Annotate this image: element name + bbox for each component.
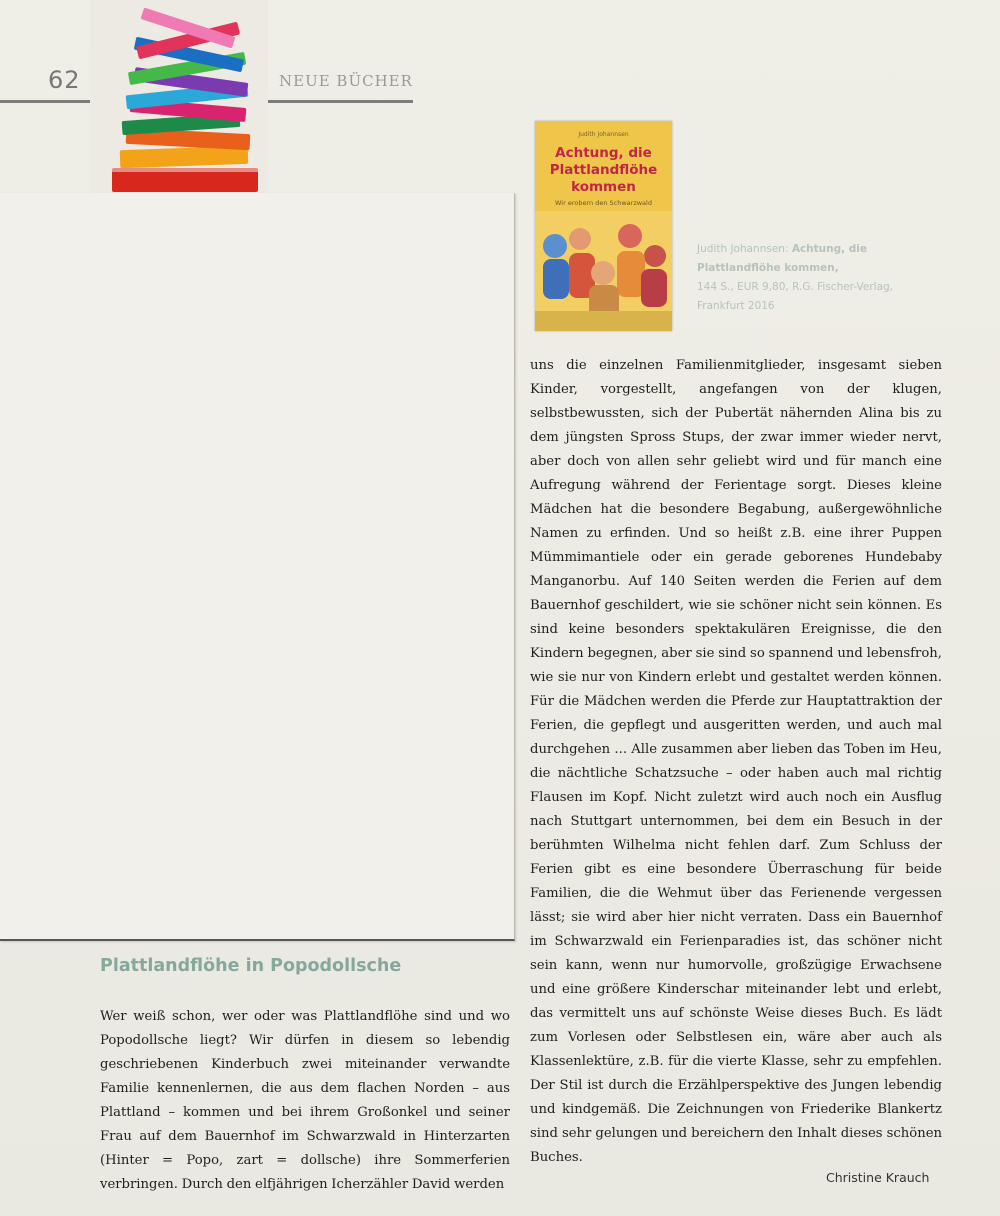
cover-title: Achtung, die Plattlandflöhe kommen	[549, 145, 658, 195]
header-rule-right	[268, 100, 413, 103]
book-stack-logo	[90, 0, 268, 194]
cover-author: Judith Johannsen	[578, 131, 629, 138]
book-stack-icon	[90, 0, 268, 194]
article-column-right	[530, 354, 942, 1170]
cover-illustration	[535, 211, 672, 331]
author-signature: Christine Krauch	[826, 1170, 930, 1185]
caption-title: Achtung, die Plattlandflöhe kommen,	[697, 243, 868, 274]
book-cover	[535, 121, 672, 331]
blank-paper-overlay	[0, 193, 515, 941]
caption-author: Judith Johannsen:	[697, 243, 792, 255]
article-text-right: uns die einzelnen Familienmitglieder, insgesamt sieben Kinder, vorgestellt, angefangen von der klugen, selbstbewussten, sich der Pubertät nähernden Alina bis zu dem jüngsten Spross Stups, der zwar immer wieder nervt, aber doch von allen sehr geliebt wird und für manch eine Aufregung während der Ferientage sorgt. Dieses kleine Mädchen hat die besondere Begabung, außergewöhnliche Namen zu erfinden. Und so heißt z.B. eine ihrer Puppen Mümmimantiele oder ein gerade geborenes Hundebaby Manganorbu. Auf 140 Seiten werden die Ferien auf dem Bauernhof geschildert, wie sie schöner nicht sein können. Es sind keine besonders spektakulären Ereignisse, die den Kindern begegnen, aber sie sind so spannend und lebensfroh, wie sie nur von Kindern erlebt und gestaltet werden können. Für die Mädchen werden die Pferde zur Hauptattraktion der Ferien, die gepflegt und ausgeritten werden, und auch mal durchgehen ... Alle zusammen aber lieben das Toben im Heu, die nächtliche Schatzsuche – oder haben auch mal richtig Flausen im Kopf. Nicht zuletzt wird auch noch ein Ausflug nach Stuttgart unternommen, bei dem ein Besuch in der berühmten Wilhelma nicht fehlen darf. Zum Schluss der Ferien gibt es eine besondere Überraschung für beide Familien, die die Wehmut über das Ferienende vergessen lässt; sie wird aber hier nicht verraten. Dass ein Bauernhof im Schwarzwald ein Ferienparadies ist, das schöner nicht sein kann, wenn nur humorvolle, großzügige Erwachsene und eine größere Kinderschar miteinander lebt und erlebt, das vermittelt uns auf schönste Weise dieses Buch. Es lädt zum Vorlesen oder Selbstlesen ein, wäre aber auch als Klassenlektüre, z.B. für die vierte Klasse, sehr zu empfehlen. Der Stil ist durch die Erzählperspektive des Jungen lebendig und kindgemäß. Die Zeichnungen von Friederike Blankertz sind sehr gelungen und bereichern den Inhalt dieses schönen Buches.	[530, 358, 942, 1165]
cover-subtitle: Wir erobern den Schwarzwald	[555, 199, 652, 207]
caption-details: 144 S., EUR 9,80, R.G. Fischer-Verlag, Frankfurt 2016	[697, 281, 894, 312]
book-caption	[697, 240, 937, 316]
section-label: NEUE BÜCHER	[279, 72, 413, 90]
article-text-left: Wer weiß schon, wer oder was Plattlandflöhe sind und wo Popodollsche liegt? Wir dürfen in diesem so lebendig geschriebenen Kinderbuch zwei miteinander verwandte Familie kennenlernen, die aus dem flachen Norden – aus Plattland – kommen und bei ihrem Großonkel und seiner Frau auf dem Bauernhof im Schwarzwald in Hinterzarten (Hinter = Popo, zart = dollsche) ihre Sommerferien verbringen. Durch den elfjährigen Icherzähler David werden	[100, 1009, 510, 1192]
article-heading: Plattlandflöhe in Popodollsche	[100, 956, 402, 976]
page-number: 62	[48, 66, 81, 94]
article-column-left	[100, 1005, 510, 1197]
header-rule-left	[0, 100, 90, 103]
